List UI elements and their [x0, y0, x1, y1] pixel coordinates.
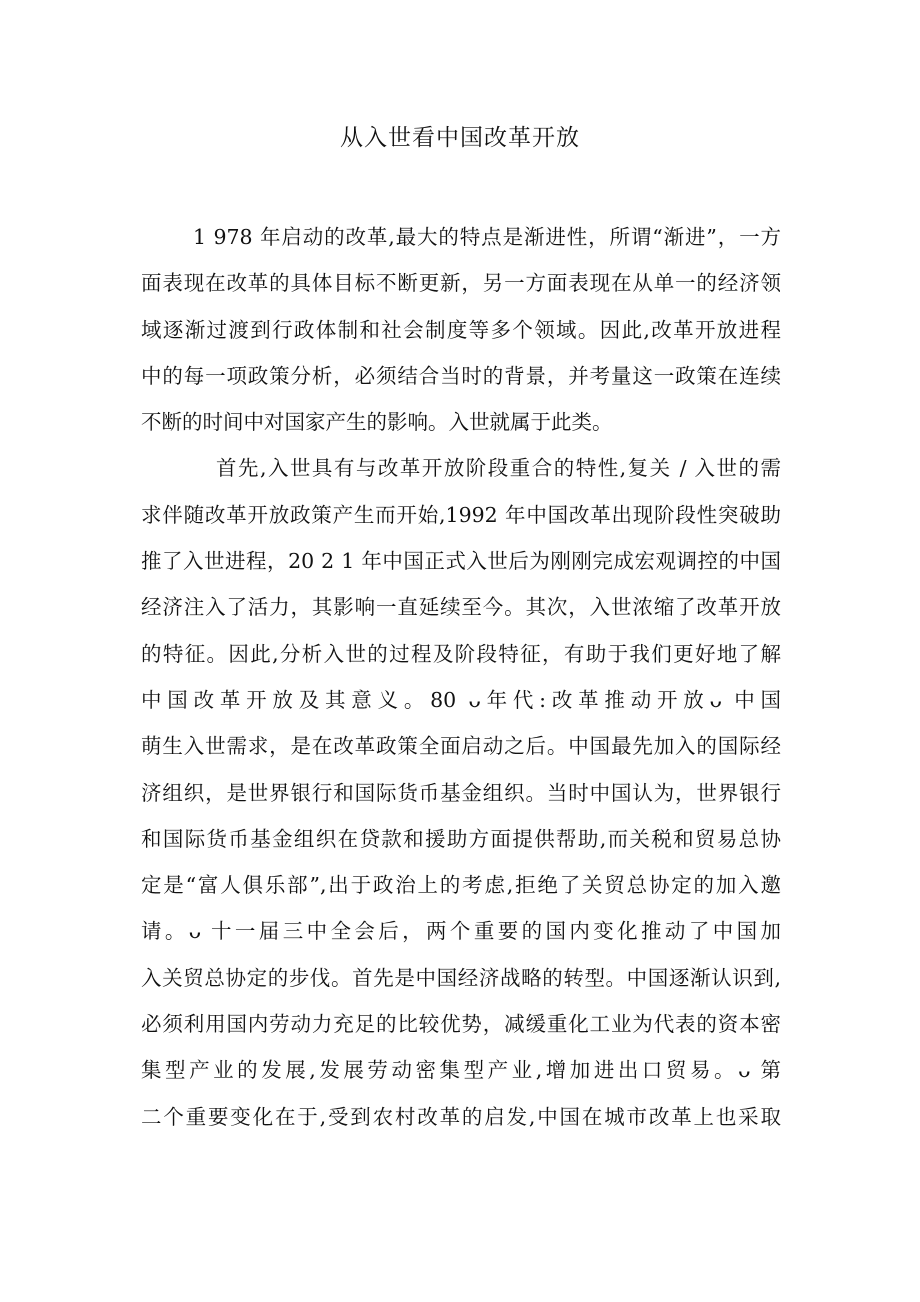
paragraph-line: 1 978 年启动的改革,最大的特点是渐进性，所谓“渐进”，一方	[193, 225, 781, 249]
paragraph-line: 推了入世进程，20 2 1 年中国正式入世后为刚刚完成宏观调控的中国	[141, 549, 781, 574]
paragraph-line: 中国改革开放及其意义。80 ᴗ年代:改革推动开放ᴗ 中国	[141, 687, 781, 712]
paragraph-line: 经济注入了活力，其影响一直延续至今。其次，入世浓缩了改革开放	[141, 595, 781, 620]
paragraph-line: 和国际货币基金组织在贷款和援助方面提供帮助,而关税和贸易总协	[141, 826, 781, 851]
paragraph-line: 中的每一项政策分析，必须结合当时的背景，并考量这一政策在连续	[141, 363, 781, 388]
paragraph-line: 入关贸总协定的步伐。首先是中国经济战略的转型。中国逐渐认识到,	[141, 965, 781, 990]
paragraph-line: 必须利用国内劳动力充足的比较优势，减缓重化工业为代表的资本密	[141, 1012, 781, 1037]
paragraph-line: 定是“富人俱乐部”,出于政治上的考虑,拒绝了关贸总协定的加入邀	[141, 873, 781, 898]
paragraph-line: 域逐渐过渡到行政体制和社会制度等多个领域。因此,改革开放进程	[141, 317, 781, 342]
paragraph-line: 萌生入世需求，是在改革政策全面启动之后。中国最先加入的国际经	[141, 734, 781, 759]
document-title: 从入世看中国改革开放	[340, 125, 580, 151]
paragraph-line: 济组织，是世界银行和国际货币基金组织。当时中国认为，世界银行	[141, 780, 781, 805]
document-body	[141, 214, 781, 1140]
paragraph-line: 面表现在改革的具体目标不断更新，另一方面表现在从单一的经济领	[141, 271, 781, 296]
paragraph-line: 集型产业的发展,发展劳动密集型产业,增加进出口贸易。ᴗ 第	[141, 1058, 781, 1083]
paragraph-line: 二个重要变化在于,受到农村改革的启发,中国在城市改革上也采取	[141, 1104, 781, 1129]
paragraph-line: 首先,入世具有与改革开放阶段重合的特性,复关 / 入世的需	[216, 456, 781, 481]
paragraph-line: 的特征。因此,分析入世的过程及阶段特征，有助于我们更好地了解	[141, 641, 781, 666]
paragraph-line: 求伴随改革开放政策产生而开始,1992 年中国改革出现阶段性突破助	[141, 502, 781, 527]
paragraph-line: 不断的时间中对国家产生的影响。入世就属于此类。	[141, 410, 613, 435]
paragraph-line: 请。ᴗ 十一届三中全会后，两个重要的国内变化推动了中国加	[141, 919, 781, 944]
